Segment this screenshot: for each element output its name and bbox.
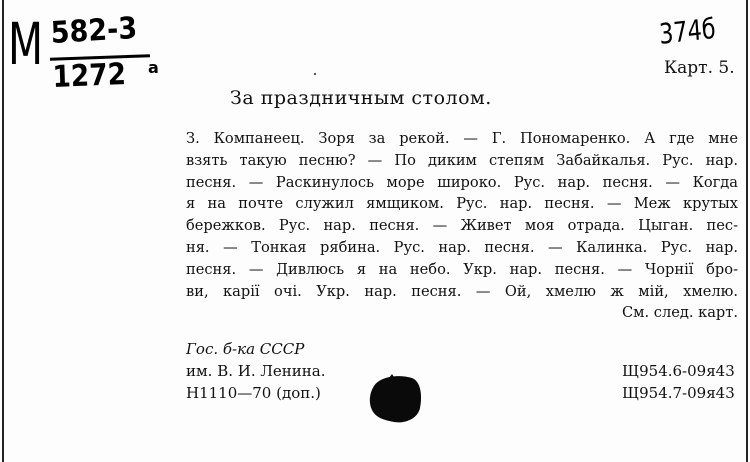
library-imprint xyxy=(186,338,325,404)
contents-line: ня. — Тонкая рябина. Рус. нар. песня. — Калинка. Рус. нар. xyxy=(186,238,738,256)
handwritten-bottom-number: 1272 xyxy=(52,57,127,95)
classification-code: Щ954.6-09я43 xyxy=(622,362,735,380)
print-run-code: Н1110—70 (доп.) xyxy=(186,384,321,402)
classification-codes xyxy=(622,360,735,404)
contents-line: взять такую песню? — По диким степям Забайкалья. Рус. нар. xyxy=(186,151,738,169)
contents-line: я на почте служил ямщиком. Рус. нар. песня. — Меж крутых xyxy=(186,195,738,213)
ink-blot xyxy=(366,372,424,426)
library-name-line: Гос. б-ка СССР xyxy=(186,340,305,358)
contents-line: ви, карії очі. Укр. нар. песня. — Ой, хмелю ж мій, хмелю. xyxy=(186,282,738,300)
card-right-edge xyxy=(746,0,748,462)
contents-line: З. Компанеец. Зоря за рекой. — Г. Пономаренко. А где мне xyxy=(186,130,738,147)
classification-code: Щ954.7-09я43 xyxy=(622,384,735,402)
handwritten-superscript: а xyxy=(148,58,159,77)
card-left-edge xyxy=(2,0,4,462)
contents-line: бережков. Рус. нар. песня. — Живет моя отрада. Цыган. пес- xyxy=(186,217,738,235)
handwritten-top-number: 582-3 xyxy=(50,10,138,51)
contents-text xyxy=(186,128,738,324)
speck xyxy=(314,73,316,75)
contents-line: песня. — Раскинулось море широко. Рус. нар. песня. — Когда xyxy=(186,173,738,191)
handwritten-letter: М xyxy=(8,10,45,78)
library-name-line-2: им. В. И. Ленина. xyxy=(186,362,326,380)
contents-line: песня. — Дивлюсь я на небо. Укр. нар. песня. — Чорнії бро- xyxy=(186,260,738,278)
card-title: За праздничным столом. xyxy=(230,87,492,109)
handwritten-top-right-number: 374б xyxy=(658,11,717,51)
card-number-label: Карт. 5. xyxy=(664,58,735,78)
see-next-card-note: См. след. карт. xyxy=(621,304,738,322)
